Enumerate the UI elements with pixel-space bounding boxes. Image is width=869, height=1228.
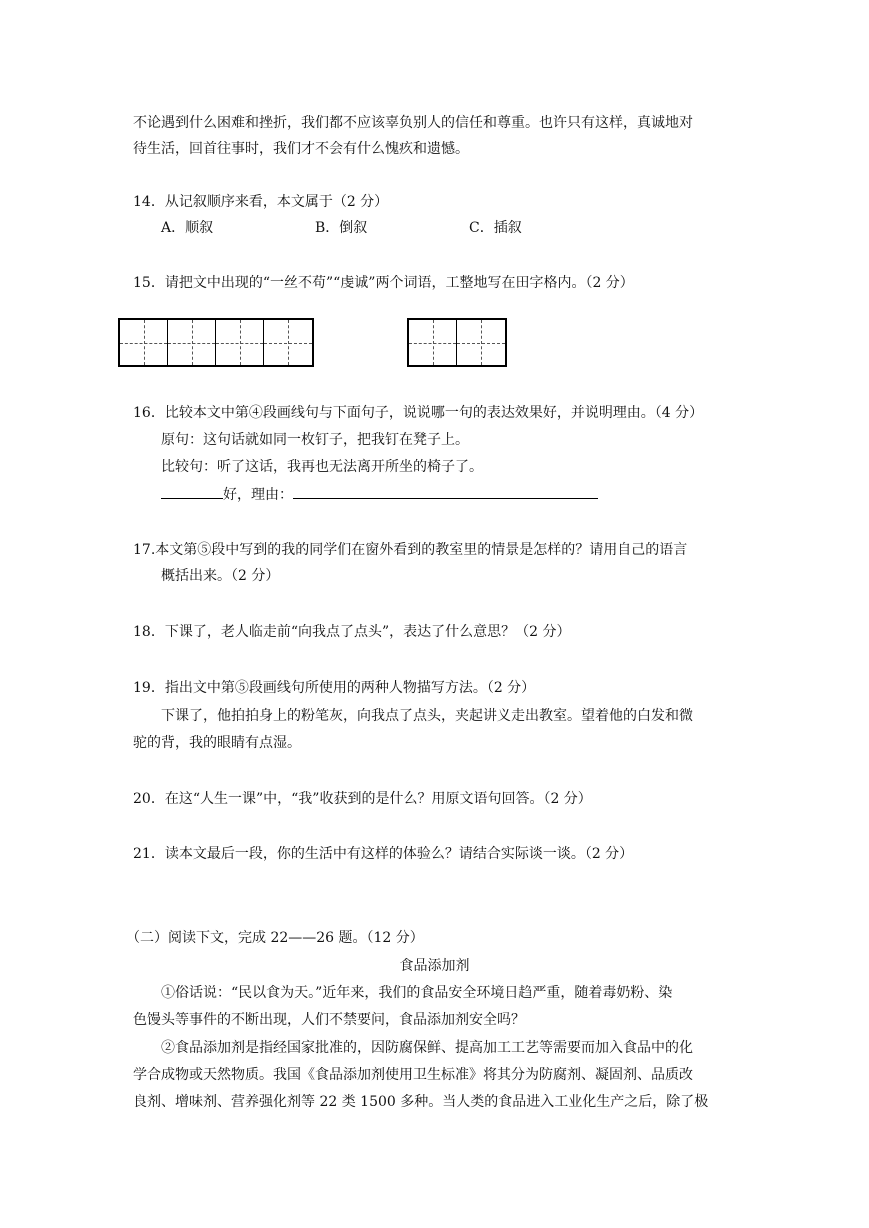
answer-label: 好，理由：: [223, 487, 293, 503]
original-sentence: 原句：这句话就如同一枚钉子，把我钉在凳子上。: [161, 432, 469, 448]
tianzige-cell[interactable]: [120, 320, 168, 365]
paragraph-line: 良剂、增味剂、营养强化剂等 22 类 1500 多种。当人类的食品进入工业化生产之后，除了极: [133, 1094, 709, 1110]
question-18: 18．下课了，老人临走前“向我点了点头”，表达了什么意思？（2 分）: [133, 624, 571, 640]
answer-blank[interactable]: [161, 480, 223, 499]
option-a: A．顺叙: [161, 220, 214, 236]
paragraph-line: 待生活，回首往事时，我们才不会有什么愧疚和遗憾。: [133, 141, 469, 157]
tianzige-cell[interactable]: [264, 320, 312, 365]
question-20: 20．在这“人生一课”中，“我”收获到的是什么？用原文语句回答。（2 分）: [133, 791, 592, 807]
answer-line: [161, 480, 598, 508]
section-heading: （二）阅读下文，完成 22——26 题。（12 分）: [126, 930, 424, 946]
paragraph-line: 色馒头等事件的不断出现，人们不禁要问，食品添加剂安全吗？: [133, 1012, 525, 1028]
question-17: 17.本文第⑤段中写到的我的同学们在窗外看到的教室里的情景是怎样的？请用自己的语言: [133, 542, 688, 558]
tianzige-cell[interactable]: [409, 320, 457, 365]
paragraph-line: ②食品添加剂是指经国家批准的，因防腐保鲜、提高加工工艺等需要而加入食品中的化: [161, 1040, 693, 1056]
compare-sentence: 比较句：听了这话，我再也无法离开所坐的椅子了。: [161, 459, 483, 475]
paragraph-line: 不论遇到什么困难和挫折，我们都不应该辜负别人的信任和尊重。也许只有这样，真诚地对: [133, 115, 693, 131]
tianzige-cell[interactable]: [216, 320, 264, 365]
question-19: 19．指出文中第⑤段画线句所使用的两种人物描写方法。（2 分）: [133, 680, 536, 696]
paragraph-line: 学合成物或天然物质。我国《食品添加剂使用卫生标准》将其分为防腐剂、凝固剂、品质改: [133, 1067, 693, 1083]
option-c: C．插叙: [469, 220, 522, 236]
tianzige-grid-2[interactable]: [407, 318, 507, 367]
quote-line: 下课了，他拍拍身上的粉笔灰，向我点了点头，夹起讲义走出教室。望着他的白发和微: [161, 708, 693, 724]
question-15: 15．请把文中出现的“一丝不苟”“虔诚”两个词语，工整地写在田字格内。（2 分）: [133, 275, 634, 291]
tianzige-cell[interactable]: [168, 320, 216, 365]
paragraph-line: ①俗话说：“民以食为天。”近年来，我们的食品安全环境日趋严重，随着毒奶粉、染: [161, 985, 673, 1001]
option-b: B．倒叙: [315, 220, 368, 236]
question-14-options: [161, 215, 522, 241]
article-title: 食品添加剂: [399, 958, 470, 974]
quote-line: 驼的背，我的眼睛有点湿。: [133, 735, 301, 751]
question-17-cont: 概括出来。（2 分）: [161, 568, 280, 584]
question-16: 16．比较本文中第④段画线句与下面句子，说说哪一句的表达效果好，并说明理由。（4 分）: [133, 405, 704, 421]
reason-blank[interactable]: [293, 480, 598, 499]
question-21: 21．读本文最后一段，你的生活中有这样的体验么？请结合实际谈一谈。（2 分）: [133, 846, 634, 862]
tianzige-cell[interactable]: [457, 320, 505, 365]
question-14: 14．从记叙顺序来看，本文属于（2 分）: [133, 194, 389, 210]
tianzige-grid-1[interactable]: [118, 318, 314, 367]
